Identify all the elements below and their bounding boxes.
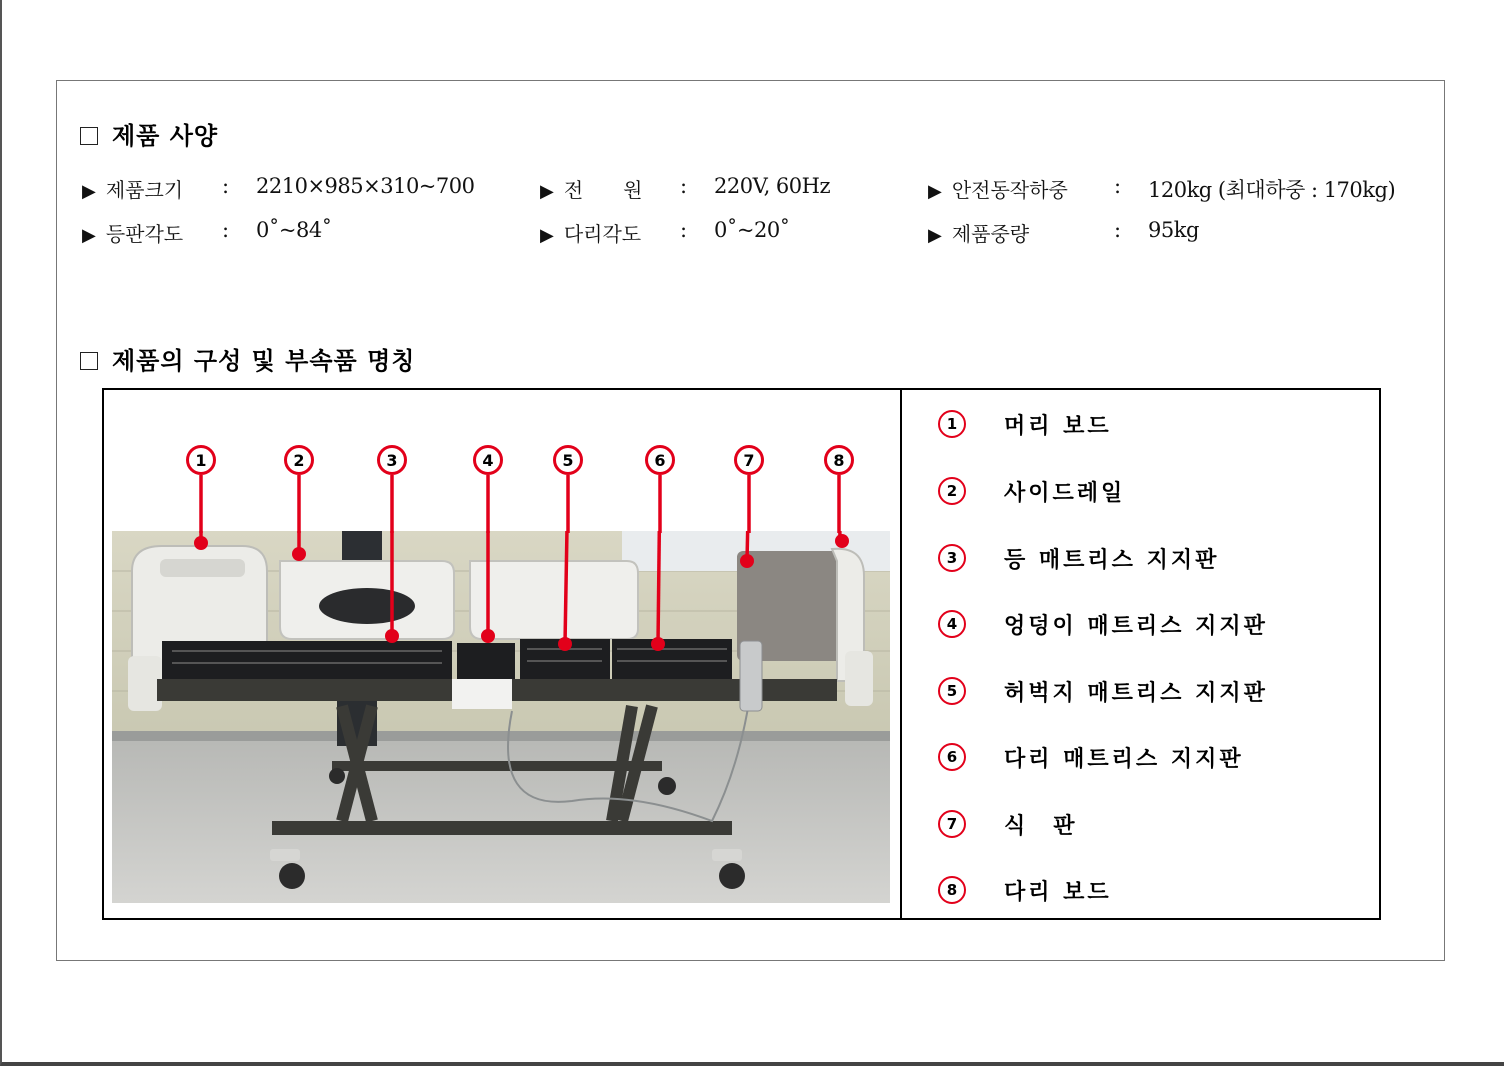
spec-item-leg-angle: ▶ 다리각도 : 0˚~20˚ xyxy=(540,218,790,246)
callout-6: 6 xyxy=(645,445,675,475)
bullet-arrow-icon: ▶ xyxy=(82,181,96,202)
callout-1: 1 xyxy=(186,445,216,475)
legend-item-5: 5 허벅지 매트리스 지지판 xyxy=(938,674,1268,708)
parts-heading: 제품의 구성 및 부속품 명칭 xyxy=(80,341,415,376)
callout-2: 2 xyxy=(284,445,314,475)
callout-4: 4 xyxy=(473,445,503,475)
legend-item-6: 6 다리 매트리스 지지판 xyxy=(938,740,1244,774)
legend-item-4: 4 엉덩이 매트리스 지지판 xyxy=(938,607,1268,641)
spec-item-size: ▶ 제품크기 : 2210×985×310~700 xyxy=(82,174,475,202)
bullet-arrow-icon: ▶ xyxy=(540,181,554,202)
checkbox-square-icon xyxy=(80,127,98,145)
table-divider xyxy=(900,390,902,918)
callout-3: 3 xyxy=(377,445,407,475)
legend-item-2: 2 사이드레일 xyxy=(938,474,1125,508)
callout-7: 7 xyxy=(734,445,764,475)
bullet-arrow-icon: ▶ xyxy=(540,225,554,246)
callout-8: 8 xyxy=(824,445,854,475)
spec-item-back-angle: ▶ 등판각도 : 0˚~84˚ xyxy=(82,218,332,246)
spec-item-power: ▶ 전 원 : 220V, 60Hz xyxy=(540,174,831,202)
legend-item-3: 3 등 매트리스 지지판 xyxy=(938,541,1219,575)
legend-item-1: 1 머리 보드 xyxy=(938,407,1112,441)
bed-photo xyxy=(112,531,890,903)
legend-item-7: 7 식 판 xyxy=(938,807,1078,841)
parts-table xyxy=(102,388,1381,920)
callout-leaders xyxy=(112,475,890,533)
bullet-arrow-icon: ▶ xyxy=(928,225,942,246)
spec-item-weight: ▶ 제품중량 : 95kg xyxy=(928,218,1199,246)
checkbox-square-icon xyxy=(80,352,98,370)
spec-heading: 제품 사양 xyxy=(80,116,218,151)
bullet-arrow-icon: ▶ xyxy=(82,225,96,246)
callout-5: 5 xyxy=(553,445,583,475)
legend-item-8: 8 다리 보드 xyxy=(938,873,1112,907)
spec-item-safe-load: ▶ 안전동작하중 : 120kg (최대하중 : 170kg) xyxy=(928,174,1396,202)
bullet-arrow-icon: ▶ xyxy=(928,181,942,202)
